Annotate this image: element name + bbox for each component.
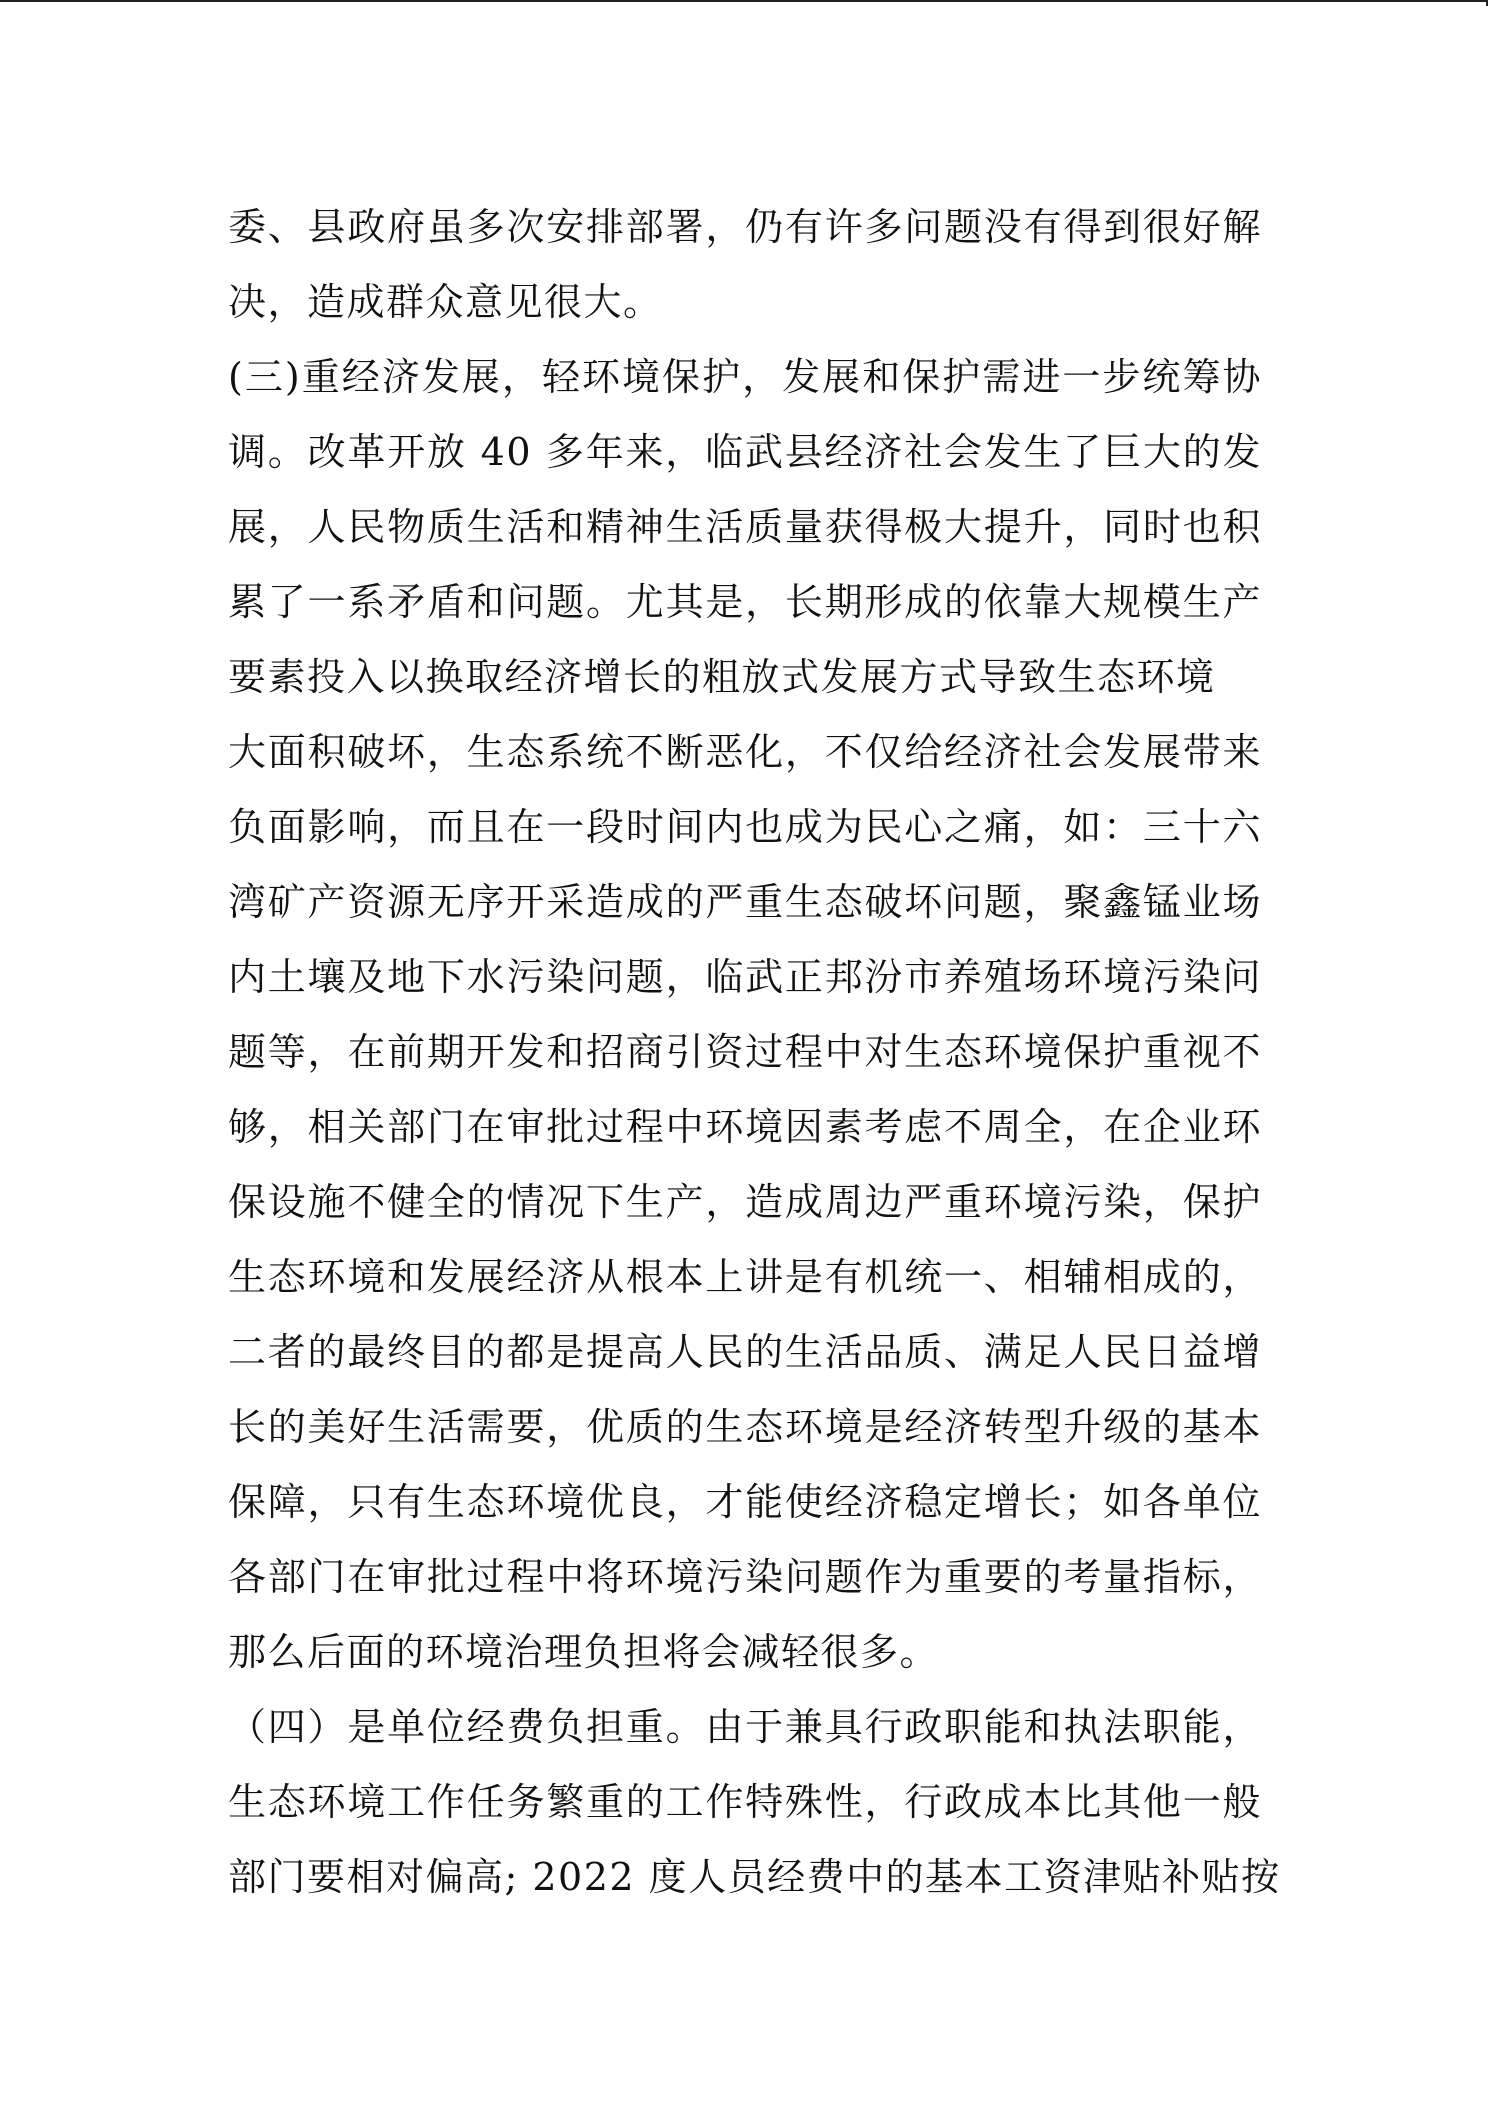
text-line: 保障，只有生态环境优良，才能使经济稳定增长；如各单位 (228, 1480, 1262, 1524)
body-text (228, 190, 1281, 1915)
text-line: 委、县政府虽多次安排部署，仍有许多问题没有得到很好解 (228, 205, 1262, 249)
text-line: 要素投入以换取经济增长的粗放式发展方式导致生态环境 (228, 655, 1216, 699)
text-line: 展，人民物质生活和精神生活质量获得极大提升，同时也积 (228, 505, 1262, 549)
section-heading-3: (三)重经济发展，轻环境保护，发展和保护需进一步统筹协 (228, 355, 1262, 399)
text-line: 生态环境和发展经济从根本上讲是有机统一、相辅相成的， (228, 1255, 1262, 1299)
text-line: 保设施不健全的情况下生产，造成周边严重环境污染，保护 (228, 1180, 1262, 1224)
text-line: 长的美好生活需要，优质的生态环境是经济转型升级的基本 (228, 1405, 1262, 1449)
text-line: 决，造成群众意见很大。 (228, 280, 663, 324)
text-line: 部门要相对偏高; 2022 度人员经费中的基本工资津贴补贴按 (228, 1855, 1281, 1899)
text-line: 内土壤及地下水污染问题，临武正邦汾市养殖场环境污染问 (228, 955, 1262, 999)
top-border-line (0, 0, 1488, 2)
text-line: 够，相关部门在审批过程中环境因素考虑不周全，在企业环 (228, 1105, 1262, 1149)
text-line: 大面积破坏，生态系统不断恶化，不仅给经济社会发展带来 (228, 730, 1262, 774)
text-line: 各部门在审批过程中将环境污染问题作为重要的考量指标， (228, 1555, 1262, 1599)
text-line: 题等，在前期开发和招商引资过程中对生态环境保护重视不 (228, 1030, 1262, 1074)
text-line: 那么后面的环境治理负担将会减轻很多。 (228, 1630, 940, 1674)
text-line: 湾矿产资源无序开采造成的严重生态破坏问题，聚鑫锰业场 (228, 880, 1262, 924)
section-heading-4: （四）是单位经费负担重。由于兼具行政职能和执法职能， (228, 1705, 1262, 1749)
text-line: 负面影响，而且在一段时间内也成为民心之痛，如：三十六 (228, 805, 1262, 849)
text-line: 调。改革开放 40 多年来，临武县经济社会发生了巨大的发 (228, 430, 1262, 474)
text-line: 累了一系矛盾和问题。尤其是，长期形成的依靠大规模生产 (228, 580, 1262, 624)
text-line: 二者的最终目的都是提高人民的生活品质、满足人民日益增 (228, 1330, 1262, 1374)
text-line: 生态环境工作任务繁重的工作特殊性，行政成本比其他一般 (228, 1780, 1262, 1824)
